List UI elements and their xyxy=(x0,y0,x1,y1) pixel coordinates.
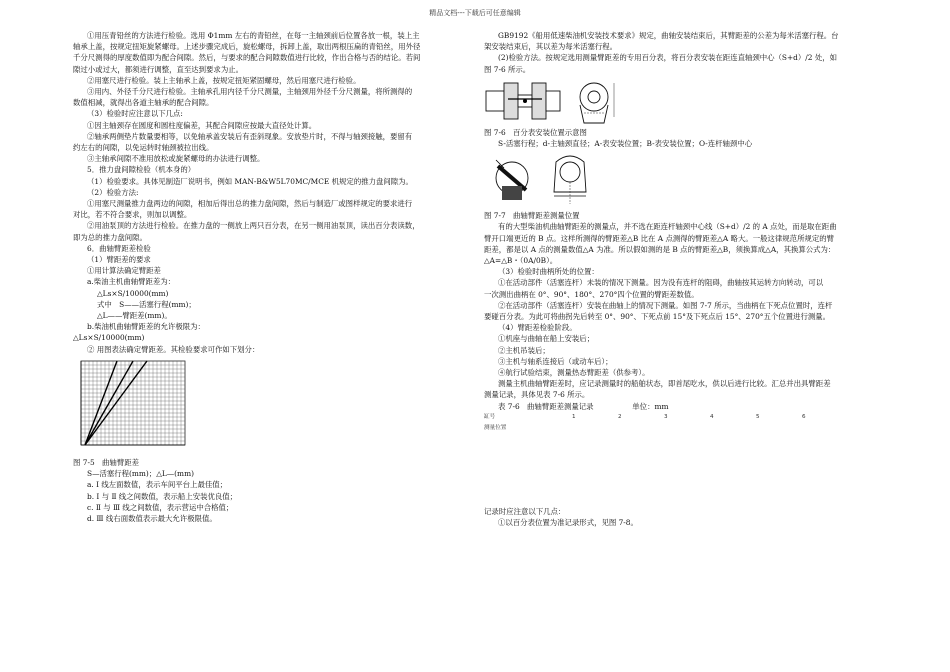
text-line: ①因主轴颈存在圆度和圆柱度偏差，其配合间隙应按最大直径处计算。 xyxy=(87,120,317,130)
table-col-header: 1 xyxy=(572,413,576,420)
figure-7-6-caption: 图 7-6 百分表安装位置示意图 xyxy=(484,127,587,137)
text-line: ②用塞尺进行检验。装上主轴承上盖，按规定扭矩紧固螺母，然后用塞尺进行检验。 xyxy=(87,75,361,85)
table-col-header: 3 xyxy=(664,413,668,420)
text-line: 距差，都是以 A 点的测量数值△A 为准。所以假如测的是 B 点的臂距差△B，须换算成△A，其换算公式为： xyxy=(484,244,836,254)
text-line: d. Ⅲ 线右面数值表示最大允许极限值。 xyxy=(87,513,217,523)
text-line: 图 7-6 所示。 xyxy=(484,64,531,74)
text-line: b.柴油机曲轴臂距差的允许极限为： xyxy=(87,322,205,332)
text-line: （3）检验时曲柄所处的位置： xyxy=(498,267,599,277)
text-line: ③用内、外径千分尺进行检验。主轴承孔用内径千分尺测量，主轴颈用外径千分尺测量，将所测得的 xyxy=(87,87,413,97)
text-line: 约左右的间隙，以免运转时轴颈被拉出线。 xyxy=(73,143,214,153)
text-line: 有的大型柴油机曲轴臂距差的测量点，并不选在距连杆轴颈中心线（S+d）/2 的 A 点处，而是取在距曲 xyxy=(498,222,837,232)
text-line: △L——臂距差(mm)。 xyxy=(97,311,172,321)
text-line: a. Ⅰ 线左面数值，表示车间平台上最佳值； xyxy=(87,480,228,490)
text-line: 即为总的推力盘间隙。 xyxy=(73,232,147,242)
table-col-header: 5 xyxy=(756,413,760,420)
text-line: b. Ⅰ 与 Ⅱ 线之间数值，表示船上安装优良值； xyxy=(87,491,238,501)
text-line: ①在活动部件（活塞连杆）未装的情况下测量。因为没有连杆的阻碍，曲轴按其运转方向转动，可以 xyxy=(498,278,824,288)
left-top-text xyxy=(73,30,478,355)
table-col-header: 4 xyxy=(710,413,714,420)
text-line: ①用计算法确定臂距差 xyxy=(87,266,161,276)
text-line: （2）检验方法: xyxy=(87,187,139,197)
text-line: ②用油泵顶的方法进行检验。在推力盘的一侧放上两只百分表，在另一侧用油泵顶，读出百分表读数， xyxy=(87,221,420,231)
table-7-6-title: 表 7-6 曲轴臂距差测量记录 xyxy=(498,401,594,411)
text-line: ②在活动部件（活塞连杆）安装在曲轴上的情况下测量。如图 7-7 所示，当曲柄在下死点位置时，连杆 xyxy=(498,300,833,310)
right-middle-text xyxy=(484,221,884,400)
figure-7-6-crankshaft-gauge xyxy=(484,77,634,125)
table-row-label: 缸号 xyxy=(484,413,496,420)
table-row xyxy=(484,412,832,423)
text-line: ①机座与曲轴在船上安装后； xyxy=(498,334,595,344)
right-top-text xyxy=(484,30,884,75)
table-7-6-unit: 单位：mm xyxy=(632,401,669,411)
text-line: 测量记录，具体见表 7-6 所示。 xyxy=(484,390,590,400)
text-line: 测量主机曲轴臂距差时，应记录测量时的船舶状态，即首尾吃水，供以后进行比较。汇总并出具臂距差 xyxy=(498,379,831,389)
text-line: 要碰百分表。为此可将曲拐先后转至 0°、90°、下死点前 15°及下死点后 15°、270°五个位置进行测量。 xyxy=(484,312,831,322)
text-line: （3）检验时应注意以下几点: xyxy=(87,109,183,119)
text-line: 臂开口端更近的 B 点。这样所测得的臂距差△B 比在 A 点测得的臂距差△A 略大。一般这律规范所规定的臂 xyxy=(484,233,835,243)
text-line: （1）检验要求。具体见制造厂说明书，例如 MAN-B&W5L70MC/MCE 机规定的推力盘间隙为。 xyxy=(87,176,413,186)
table-row-label: 测量位置 xyxy=(484,425,507,432)
table-col-header: 6 xyxy=(802,413,806,420)
text-line: 记录时应注意以下几点： xyxy=(484,507,566,517)
text-line: ①以百分表位置为准记录形式，见图 7-8。 xyxy=(498,518,638,528)
text-line: 对比，若不符合要求，则加以调整。 xyxy=(73,210,192,220)
text-line: △Ls×S/10000(mm) xyxy=(97,288,169,298)
text-line: 6．曲轴臂距差检验 xyxy=(87,243,151,253)
text-line: △Ls×S/10000(mm) xyxy=(73,333,145,343)
left-bottom-text xyxy=(73,468,478,524)
text-line: （4）臂距差检验阶段。 xyxy=(498,323,577,333)
figure-7-7-caption: 图 7-7 曲轴臂距差测量位置 xyxy=(484,211,580,221)
text-line: ②轴承两侧垫片数量要相等，以免轴承盖安装后有歪斜现象。安放垫片时，不得与轴颈接触，要留有 xyxy=(87,131,413,141)
figure-7-5-nomogram xyxy=(73,357,193,455)
text-line: 5．推力盘间隙检验（机本身的） xyxy=(87,165,196,175)
text-line: ②主机吊装后； xyxy=(498,345,550,355)
text-line: ② 用图表法确定臂距差。其检验要求可作如下划分： xyxy=(87,344,260,354)
text-line: ①用塞尺测量推力盘两边的间隙，相加后得出总的推力盘间隙，然后与制造厂或图样规定的要求进行 xyxy=(87,199,413,209)
figure-7-7-measuring-positions xyxy=(484,152,604,208)
table-row xyxy=(484,423,832,434)
text-line: ④航行试验结束，测量热态臂距差（供参考）。 xyxy=(498,368,650,378)
text-line: a.柴油主机曲轴臂距差为： xyxy=(87,277,176,287)
text-line: (2)检验方法。按规定选用测量臂距差的专用百分表，将百分表安装在距连直轴颈中心（S+d）/2 处，如 xyxy=(498,53,838,63)
figure-7-5-caption: 图 7-5 曲轴臂距差 xyxy=(73,457,139,467)
text-line: ①用压青铅丝的方法进行检验。选用 Φ1mm 左右的青铅丝，在每一主轴颈前后位置各放一根，装上主 xyxy=(87,31,420,40)
table-7-6 xyxy=(484,412,832,434)
text-line: 式中 S——活塞行程(mm)； xyxy=(97,299,196,309)
text-line: 隙过小或过大，都须进行调整，直至达到要求为止。 xyxy=(73,64,243,74)
table-col-header: 2 xyxy=(618,413,622,420)
text-line: 一次测出曲柄在 0°、90°、180°、270°四个位置的臂距差数值。 xyxy=(484,289,699,299)
text-line: 千分尺测得的厚度数值即为配合间隙。然后，与要求的配合间隙数值进行比较，作出合格与否的结论。若间 xyxy=(73,53,421,63)
text-line: （1）臂距差的要求 xyxy=(87,255,151,265)
left-column xyxy=(73,30,478,524)
figure-7-6-legend: S-活塞行程；d-主轴颈直径；A-表安装位置；B-表安装位置；O-连杆轴颈中心 xyxy=(498,139,753,149)
text-line: c. Ⅱ 与 Ⅲ 线之间数值，表示营运中合格值； xyxy=(87,502,234,512)
table-7-6-heading xyxy=(484,401,884,412)
text-line: △A=△B・（0A/0B）。 xyxy=(484,256,558,266)
text-line: S—活塞行程(mm)；△L—(mm) xyxy=(87,469,194,479)
text-line: 数值相减，就得出各道主轴承的配合间隙。 xyxy=(73,98,214,108)
text-line: GB9192《船用低速柴油机安装技术要求》规定，曲轴安装结束后，其臂距差的公差为每米活塞行程。台 xyxy=(498,31,839,40)
page-header: 精品文档---下载后可任意编辑 xyxy=(429,9,521,17)
text-line: 架安装结束后，其以差为每米活塞行程。 xyxy=(484,42,618,52)
text-line: ③主机与轴系连接后（或动车后）； xyxy=(498,356,613,366)
right-column xyxy=(484,30,884,529)
right-bottom-text xyxy=(484,506,884,528)
text-line: ③主轴承间隙不准用放松或旋紧螺母的办法进行调整。 xyxy=(87,154,265,164)
text-line: 轴承上盖，按规定扭矩旋紧螺母。上述步骤完成后，旋松螺母，拆卸上盖，取出两根压扁的青铅丝，用外径 xyxy=(73,42,421,52)
